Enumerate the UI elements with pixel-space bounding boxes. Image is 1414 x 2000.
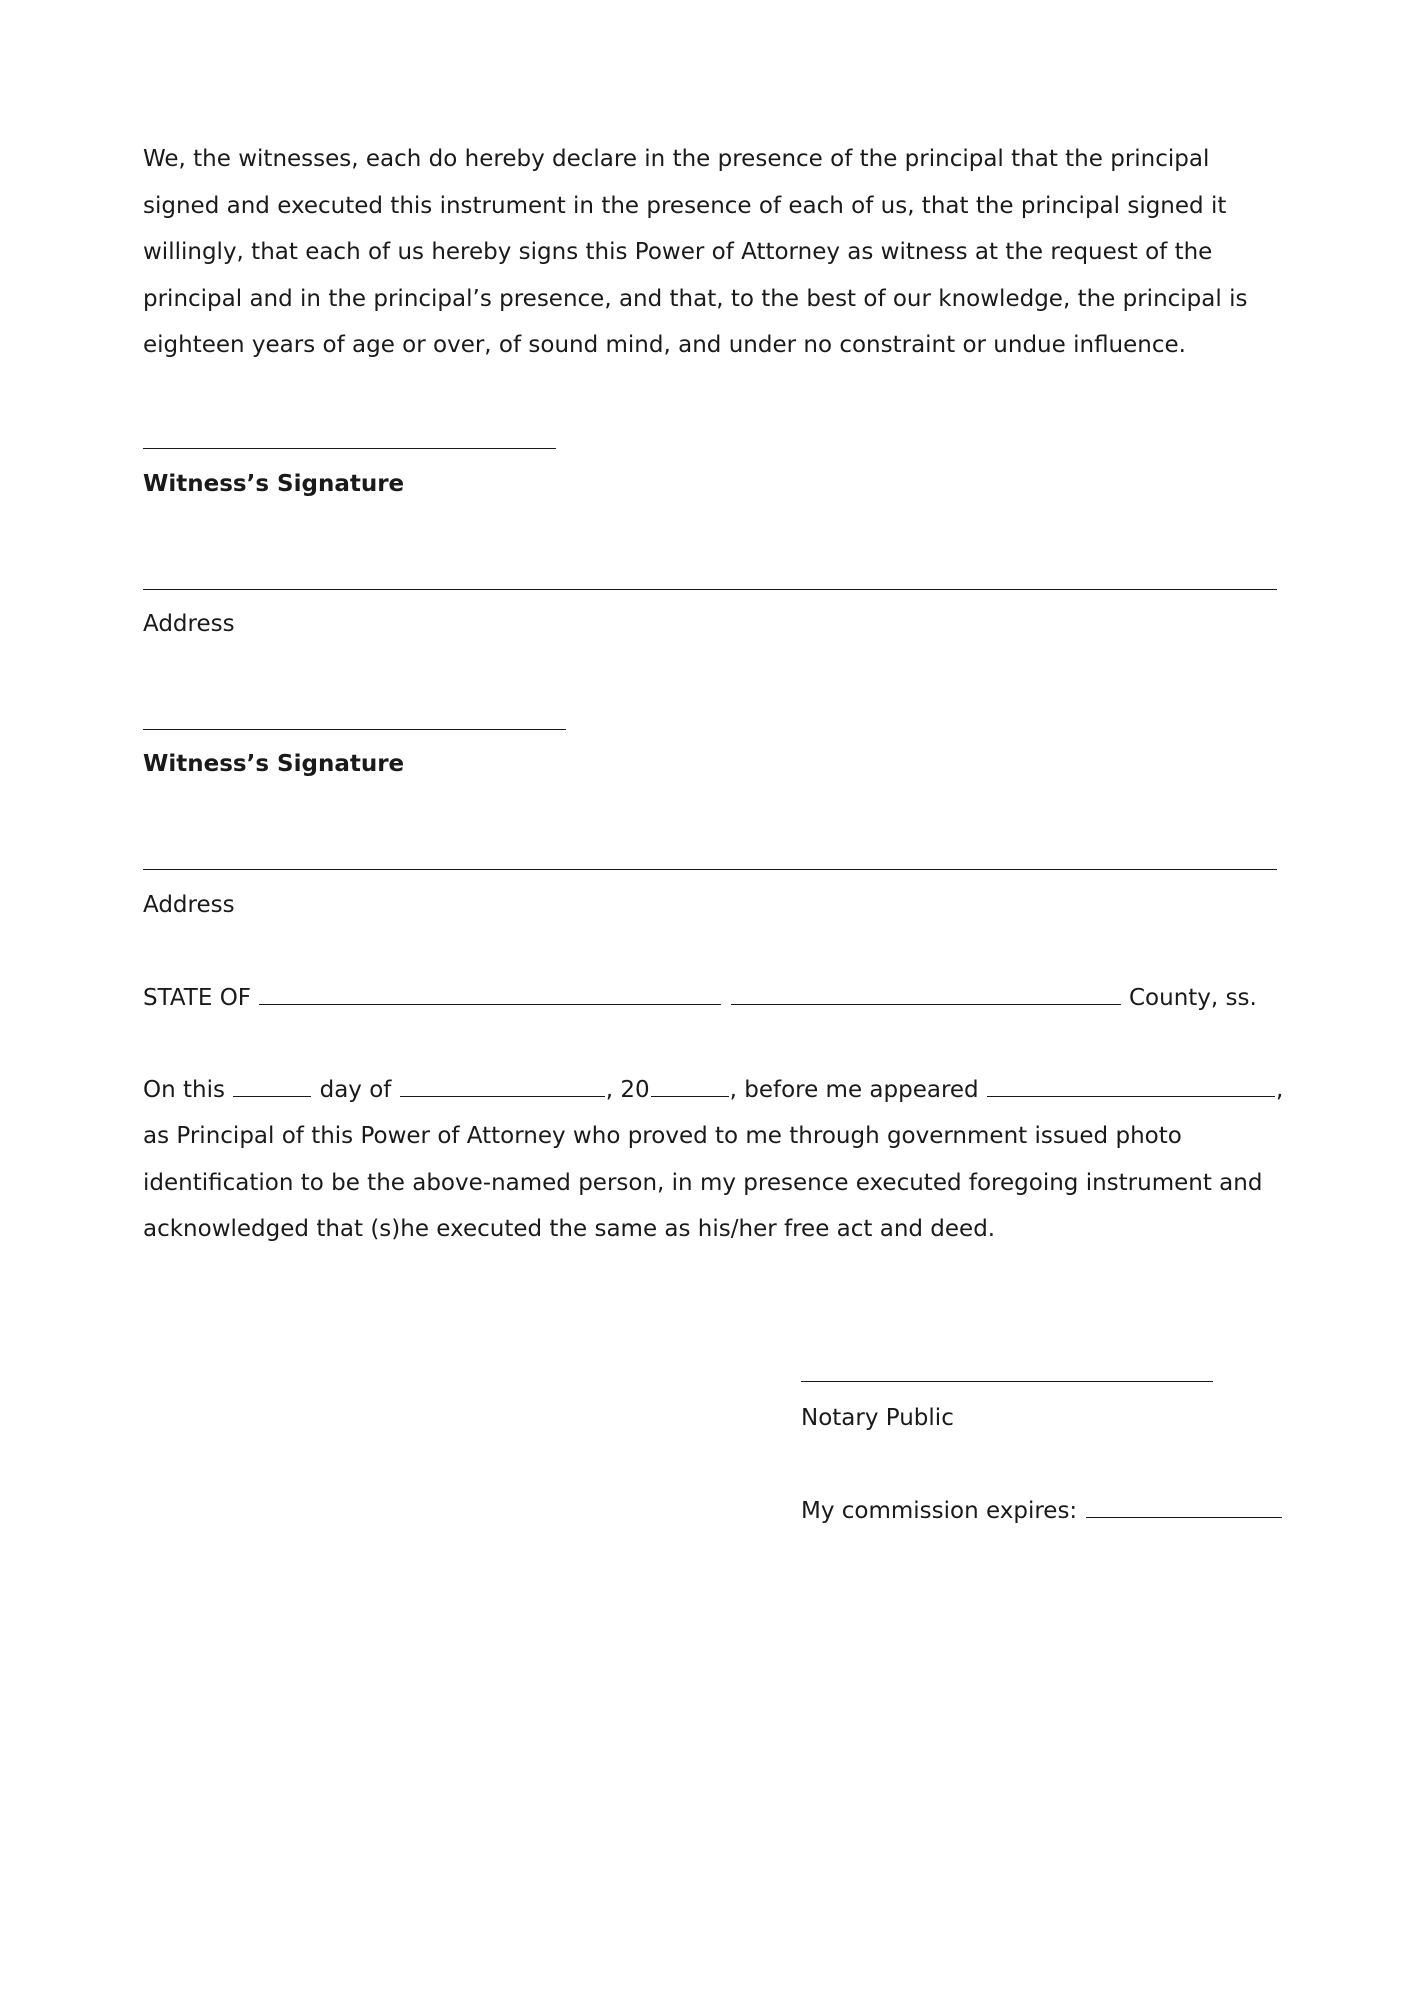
county-label: County, ss. xyxy=(1128,985,1257,1011)
acknowledgment-line: as Principal of this Power of Attorney who proved to me through government issued photo xyxy=(143,1123,1182,1149)
state-blank[interactable] xyxy=(259,986,721,1005)
on-this-text: On this xyxy=(143,1077,225,1103)
county-blank[interactable] xyxy=(731,986,1121,1005)
principal-name-blank[interactable] xyxy=(987,1078,1275,1097)
trailing-comma: , xyxy=(1275,1077,1284,1103)
declaration-line: We, the witnesses, each do hereby declare in the presence of the principal that the principal xyxy=(143,146,1210,172)
witness2-address-label: Address xyxy=(143,892,235,918)
notary-public-label: Notary Public xyxy=(801,1405,954,1431)
commission-expires-blank[interactable] xyxy=(1086,1499,1282,1518)
acknowledgment-first-line xyxy=(143,1075,1283,1105)
witness1-address-label: Address xyxy=(143,611,235,637)
state-county-line xyxy=(143,983,1257,1013)
year-prefix-text: , 20 xyxy=(605,1077,650,1103)
day-of-text: day of xyxy=(319,1077,392,1103)
declaration-line: willingly, that each of us hereby signs this Power of Attorney as witness at the request of the xyxy=(143,239,1213,265)
commission-expires-row xyxy=(801,1496,1283,1526)
year-blank[interactable] xyxy=(651,1078,729,1097)
witness2-signature-line[interactable] xyxy=(143,729,566,730)
witness1-address-line[interactable] xyxy=(143,589,1277,590)
before-me-text: , before me appeared xyxy=(729,1077,979,1103)
witness1-signature-label: Witness’s Signature xyxy=(143,471,405,497)
witness2-address-line[interactable] xyxy=(143,869,1277,870)
day-blank[interactable] xyxy=(233,1078,311,1097)
commission-expires-label: My commission expires: xyxy=(801,1498,1078,1524)
witness1-signature-line[interactable] xyxy=(143,448,556,449)
acknowledgment-paragraph xyxy=(143,1113,1283,1253)
witness2-signature-label: Witness’s Signature xyxy=(143,751,405,777)
acknowledgment-line: acknowledged that (s)he executed the same as his/her free act and deed. xyxy=(143,1216,996,1242)
declaration-line: signed and executed this instrument in the presence of each of us, that the principal signed it xyxy=(143,192,1227,219)
witness-declaration-paragraph xyxy=(143,136,1283,369)
acknowledgment-line: identification to be the above-named person, in my presence executed foregoing instrument and xyxy=(143,1169,1263,1196)
month-blank[interactable] xyxy=(400,1078,605,1097)
declaration-line: eighteen years of age or over, of sound mind, and under no constraint or undue influence. xyxy=(143,332,1186,358)
notary-signature-line[interactable] xyxy=(801,1381,1213,1382)
state-of-label: STATE OF xyxy=(143,985,252,1011)
declaration-line: principal and in the principal’s presence, and that, to the best of our knowledge, the principal is xyxy=(143,285,1248,312)
